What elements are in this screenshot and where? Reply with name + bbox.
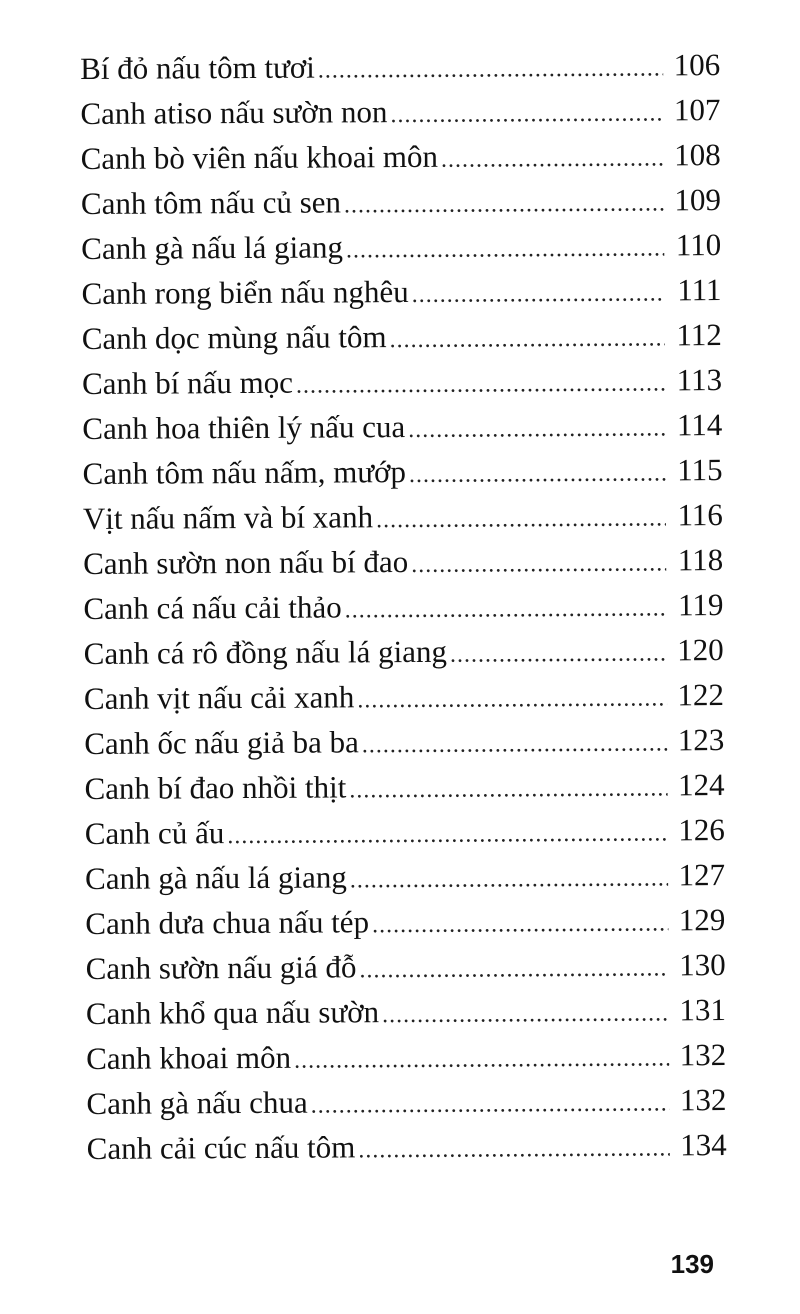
toc-entry-page: 113 bbox=[676, 362, 723, 398]
dot-leader bbox=[372, 901, 669, 948]
toc-entry bbox=[86, 987, 726, 1036]
toc-entry-title: Canh rong biển nấu nghêu bbox=[81, 273, 409, 311]
toc-entry-title: Bí đỏ nấu tôm tươi bbox=[80, 49, 315, 86]
dot-leader bbox=[359, 946, 668, 993]
toc-entry-page: 132 bbox=[679, 1082, 727, 1118]
toc-entry bbox=[82, 402, 722, 451]
toc-entry-page: 115 bbox=[677, 452, 723, 488]
toc-entry-page: 106 bbox=[673, 47, 721, 83]
toc-entry bbox=[85, 897, 725, 946]
dot-leader bbox=[350, 856, 669, 903]
toc-entry bbox=[83, 492, 723, 541]
dot-leader bbox=[382, 991, 669, 1038]
toc-entry-title: Canh khổ qua nấu sườn bbox=[85, 994, 380, 1031]
dot-leader bbox=[409, 451, 666, 498]
dot-leader bbox=[346, 226, 665, 273]
toc-entry bbox=[80, 42, 720, 91]
toc-entry-page: 132 bbox=[679, 1037, 727, 1073]
toc-entry bbox=[86, 1032, 726, 1081]
toc-entry-title: Canh vịt nấu cải xanh bbox=[83, 679, 355, 716]
dot-leader bbox=[318, 46, 664, 93]
toc-entry-title: Canh sườn nấu giá đỗ bbox=[85, 949, 357, 986]
toc-entry-title: Canh gà nấu chua bbox=[86, 1084, 308, 1121]
dot-leader bbox=[294, 1036, 669, 1083]
toc-entry bbox=[81, 132, 721, 181]
toc-entry-title: Canh cá nấu cải thảo bbox=[83, 589, 342, 626]
toc-entry-page: 127 bbox=[678, 857, 726, 893]
toc-entry bbox=[82, 357, 722, 406]
dot-leader bbox=[389, 316, 664, 363]
dot-leader bbox=[408, 406, 665, 453]
toc-entry bbox=[84, 672, 724, 721]
dot-leader bbox=[344, 181, 664, 228]
toc-entry bbox=[81, 222, 721, 271]
toc-entry-title: Canh sườn non nấu bí đao bbox=[83, 544, 409, 581]
toc-entry bbox=[84, 627, 724, 676]
dot-leader bbox=[296, 361, 665, 408]
toc-entry bbox=[84, 717, 724, 766]
dot-leader bbox=[349, 766, 668, 813]
toc-entry-title: Canh bò viên nấu khoai môn bbox=[80, 138, 439, 176]
dot-leader bbox=[411, 541, 666, 588]
toc-entry bbox=[80, 87, 720, 136]
toc-entry bbox=[85, 807, 725, 856]
toc-entry-page: 122 bbox=[677, 677, 725, 713]
toc-entry-page: 131 bbox=[679, 992, 727, 1028]
dot-leader bbox=[358, 1126, 670, 1173]
toc-entry bbox=[82, 312, 722, 361]
dot-leader bbox=[311, 1081, 670, 1128]
dot-leader bbox=[450, 631, 667, 677]
toc-entry-title: Canh khoai môn bbox=[86, 1039, 292, 1076]
toc-entry bbox=[81, 177, 721, 226]
toc-entry-title: Canh tôm nấu nấm, mướp bbox=[82, 454, 407, 491]
toc-entry bbox=[83, 582, 723, 631]
toc-entry bbox=[87, 1122, 727, 1171]
dot-leader bbox=[345, 586, 667, 633]
toc-entry bbox=[85, 852, 725, 901]
dot-leader bbox=[376, 496, 666, 543]
page-number: 139 bbox=[670, 1249, 714, 1279]
toc-entry-page: 120 bbox=[677, 632, 724, 668]
toc-entry-page: 109 bbox=[674, 182, 722, 218]
toc-entry-page: 107 bbox=[673, 92, 721, 128]
toc-entry-title: Canh tôm nấu củ sen bbox=[80, 184, 342, 221]
toc-entry-page: 134 bbox=[680, 1127, 727, 1163]
toc-entry-title: Canh cải cúc nấu tôm bbox=[86, 1129, 356, 1166]
toc-entry bbox=[81, 267, 721, 316]
dot-leader bbox=[412, 271, 665, 318]
toc-entry-page: 123 bbox=[677, 722, 725, 758]
toc-entry-title: Canh bí đao nhồi thịt bbox=[84, 769, 347, 806]
toc-entry-page: 118 bbox=[677, 542, 724, 578]
toc-entry-title: Canh dọc mùng nấu tôm bbox=[81, 319, 387, 356]
toc-entry-page: 108 bbox=[674, 137, 721, 173]
toc-entry-page: 126 bbox=[678, 812, 725, 848]
toc-entry-title: Canh cá rô đồng nấu lá giang bbox=[83, 633, 448, 671]
dot-leader bbox=[362, 721, 668, 768]
toc-entry-title: Canh hoa thiên lý nấu cua bbox=[82, 409, 406, 446]
toc-entry-title: Canh atiso nấu sườn non bbox=[80, 94, 388, 131]
toc-entry bbox=[83, 537, 723, 586]
toc-entry-title: Canh dưa chua nấu tép bbox=[85, 904, 370, 941]
toc-entry-title: Canh bí nấu mọc bbox=[81, 364, 294, 401]
toc-entry-title: Canh ốc nấu giả ba ba bbox=[84, 724, 359, 761]
toc-entry-title: Vịt nấu nấm và bí xanh bbox=[82, 499, 374, 536]
toc-entry-title: Canh củ ấu bbox=[84, 815, 225, 851]
dot-leader bbox=[441, 136, 664, 182]
toc-entry-title: Canh gà nấu lá giang bbox=[84, 859, 347, 896]
toc-entry-page: 130 bbox=[679, 947, 726, 983]
toc-entry bbox=[82, 447, 722, 496]
toc-entry bbox=[85, 942, 725, 991]
toc-entry-title: Canh gà nấu lá giang bbox=[81, 229, 344, 266]
toc-entry-page: 110 bbox=[675, 227, 722, 263]
toc-entry-page: 112 bbox=[676, 317, 722, 353]
dot-leader bbox=[227, 811, 668, 859]
dot-leader bbox=[357, 676, 667, 723]
table-of-contents bbox=[80, 42, 727, 1171]
toc-entry-page: 114 bbox=[676, 407, 723, 443]
toc-entry-page: 129 bbox=[678, 902, 726, 938]
toc-entry-page: 116 bbox=[677, 497, 723, 533]
toc-entry bbox=[84, 762, 724, 811]
toc-entry-page: 124 bbox=[677, 767, 725, 803]
toc-entry-page: 111 bbox=[677, 272, 722, 308]
dot-leader bbox=[390, 91, 663, 138]
toc-entry-page: 119 bbox=[677, 587, 724, 623]
toc-entry bbox=[86, 1077, 726, 1126]
